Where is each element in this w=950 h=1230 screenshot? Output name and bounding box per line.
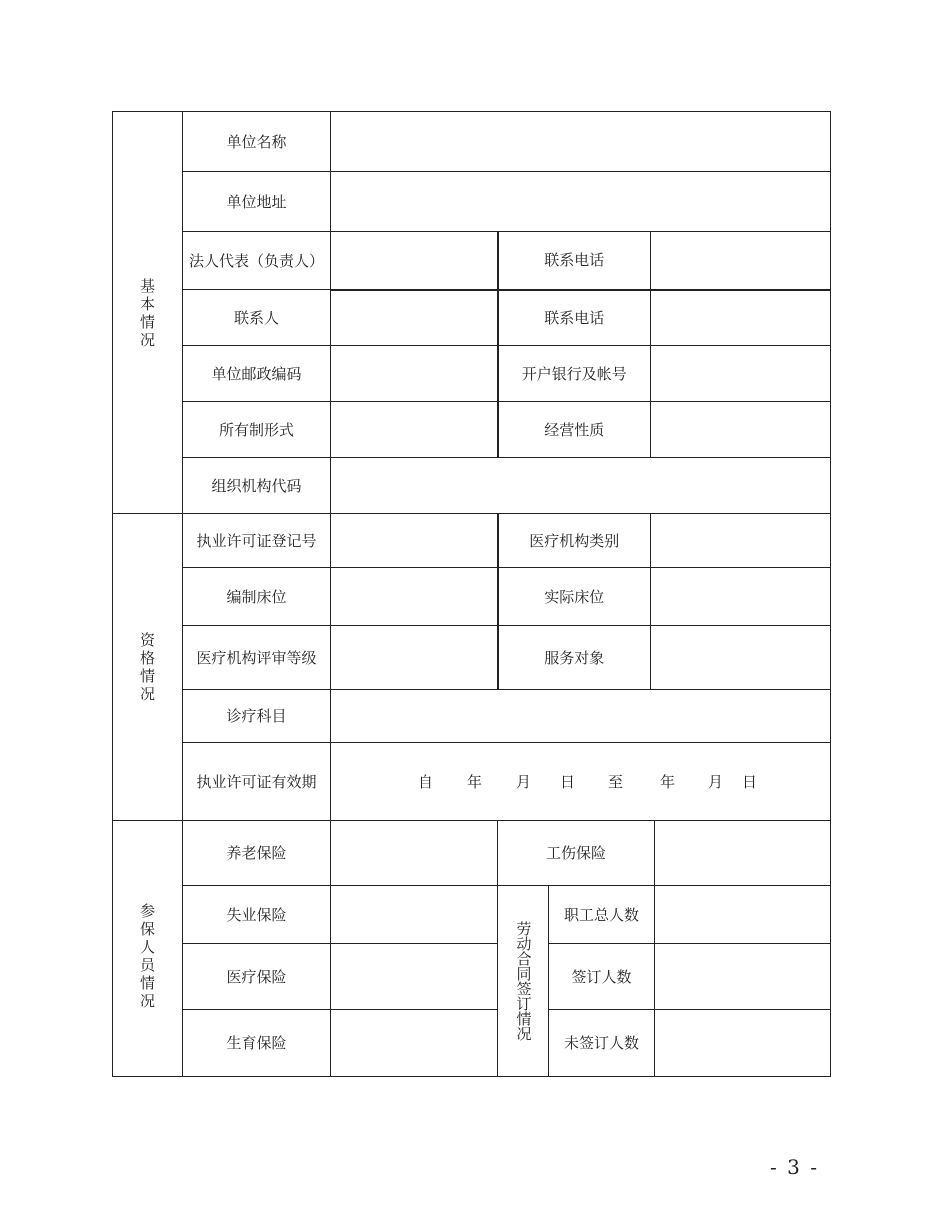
field-contact[interactable] xyxy=(331,290,498,346)
field-institution-type[interactable] xyxy=(651,514,831,568)
label-phone-2: 联系电话 xyxy=(498,290,651,346)
date-word-from: 自 xyxy=(417,772,433,791)
label-license-validity: 执业许可证有效期 xyxy=(183,743,331,821)
field-unit-address[interactable] xyxy=(331,172,831,232)
date-word-to: 至 xyxy=(607,772,623,791)
label-review-grade: 医疗机构评审等级 xyxy=(183,626,331,690)
field-ownership[interactable] xyxy=(331,402,498,458)
field-unsigned[interactable] xyxy=(655,1010,831,1077)
label-injury: 工伤保险 xyxy=(498,821,655,886)
date-word-month-2: 月 xyxy=(707,772,723,791)
section-label-insurance: 参 保 人 员 情 况 xyxy=(113,821,183,1077)
label-contact: 联系人 xyxy=(183,290,331,346)
label-signed: 签订人数 xyxy=(549,944,655,1010)
label-unit-name: 单位名称 xyxy=(183,112,331,172)
label-license-no: 执业许可证登记号 xyxy=(183,514,331,568)
field-departments[interactable] xyxy=(331,690,831,743)
label-total-staff: 职工总人数 xyxy=(549,886,655,944)
field-medical[interactable] xyxy=(331,944,498,1010)
field-postal-code[interactable] xyxy=(331,346,498,402)
label-unemployment: 失业保险 xyxy=(183,886,331,944)
label-ownership: 所有制形式 xyxy=(183,402,331,458)
field-phone-1[interactable] xyxy=(651,232,831,290)
field-service-target[interactable] xyxy=(651,626,831,690)
label-actual-beds: 实际床位 xyxy=(498,568,651,626)
field-bank-account[interactable] xyxy=(651,346,831,402)
label-departments: 诊疗科目 xyxy=(183,690,331,743)
field-signed[interactable] xyxy=(655,944,831,1010)
label-unit-address: 单位地址 xyxy=(183,172,331,232)
label-legal-rep: 法人代表（负责人） xyxy=(183,232,331,290)
field-planned-beds[interactable] xyxy=(331,568,498,626)
label-medical: 医疗保险 xyxy=(183,944,331,1010)
label-postal-code: 单位邮政编码 xyxy=(183,346,331,402)
registration-form xyxy=(112,111,831,1077)
label-org-code: 组织机构代码 xyxy=(183,458,331,514)
field-pension[interactable] xyxy=(331,821,498,886)
field-total-staff[interactable] xyxy=(655,886,831,944)
date-word-day-2: 日 xyxy=(741,772,757,791)
section-label-qualification: 资 格 情 况 xyxy=(113,514,183,821)
label-institution-type: 医疗机构类别 xyxy=(498,514,651,568)
date-word-month-1: 月 xyxy=(515,772,531,791)
section-label-basic: 基 本 情 况 xyxy=(113,112,183,514)
field-unemployment[interactable] xyxy=(331,886,498,944)
label-unsigned: 未签订人数 xyxy=(549,1010,655,1077)
field-business-nature[interactable] xyxy=(651,402,831,458)
label-bank-account: 开户银行及帐号 xyxy=(498,346,651,402)
field-phone-2[interactable] xyxy=(651,290,831,346)
field-legal-rep[interactable] xyxy=(331,232,498,290)
field-review-grade[interactable] xyxy=(331,626,498,690)
field-license-validity[interactable] xyxy=(331,743,831,821)
field-injury[interactable] xyxy=(655,821,831,886)
label-business-nature: 经营性质 xyxy=(498,402,651,458)
date-word-year-1: 年 xyxy=(466,772,482,791)
label-pension: 养老保险 xyxy=(183,821,331,886)
label-labor-contract: 劳动合同签订情况 xyxy=(498,886,549,1077)
field-org-code[interactable] xyxy=(331,458,831,514)
field-actual-beds[interactable] xyxy=(651,568,831,626)
label-planned-beds: 编制床位 xyxy=(183,568,331,626)
field-license-no[interactable] xyxy=(331,514,498,568)
field-unit-name[interactable] xyxy=(331,112,831,172)
page-number: - 3 - xyxy=(770,1155,819,1179)
date-word-year-2: 年 xyxy=(659,772,675,791)
label-maternity: 生育保险 xyxy=(183,1010,331,1077)
validity-date-range xyxy=(331,773,830,791)
label-service-target: 服务对象 xyxy=(498,626,651,690)
label-phone-1: 联系电话 xyxy=(498,232,651,290)
field-maternity[interactable] xyxy=(331,1010,498,1077)
date-word-day-1: 日 xyxy=(559,772,575,791)
